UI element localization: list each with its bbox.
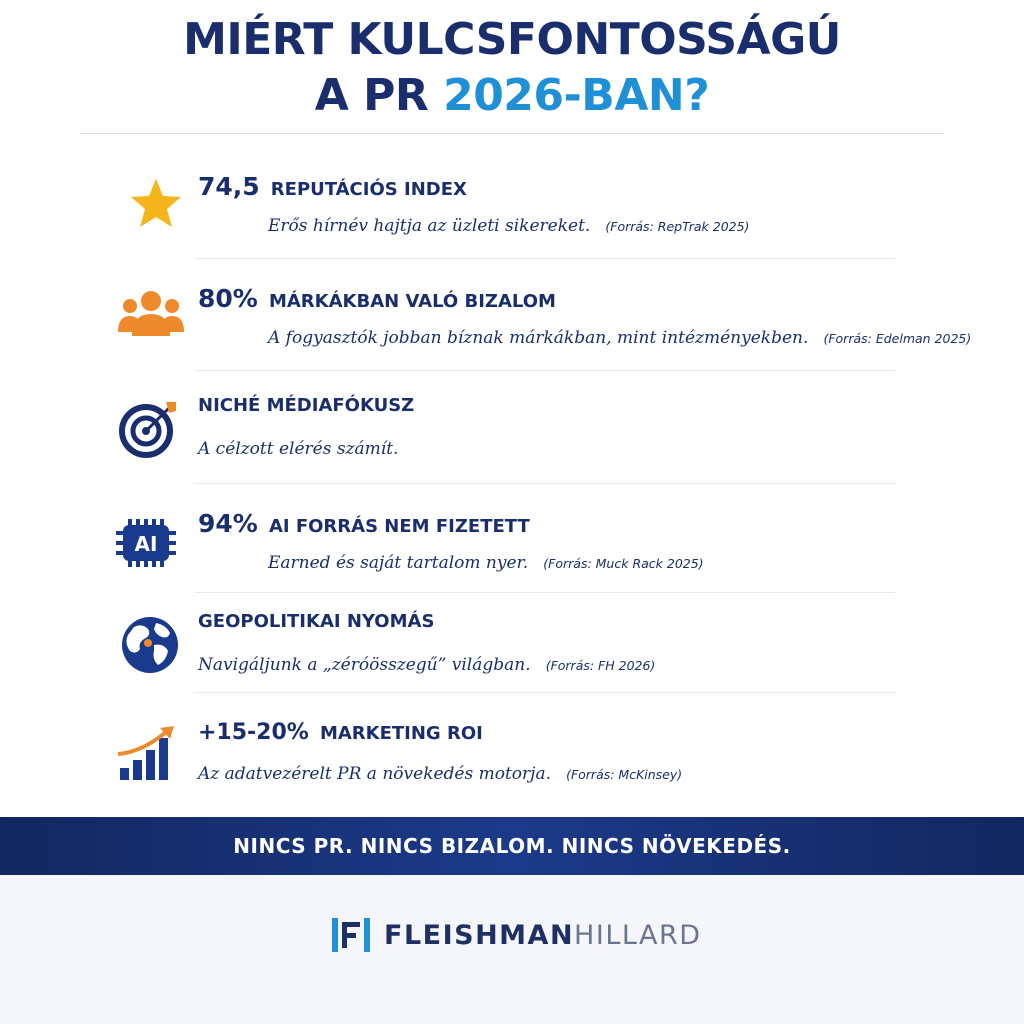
globe-icon [114,615,184,675]
fleishmanhillard-logo [330,913,702,957]
row-divider [195,258,895,259]
row-divider [195,483,895,484]
item-geopolitics [110,611,970,711]
logo-part-1: FLEISHMAN [384,919,575,951]
item-source: (Forrás: RepTrak 2025) [605,219,750,234]
title-line-1: MIÉRT KULCSFONTOSSÁGÚ [183,14,841,65]
item-description: Az adatvezérelt PR a növekedés motorja. [198,764,551,784]
item-label: NICHÉ MÉDIAFÓKUSZ [198,395,415,416]
title-accent: 2026-BAN? [443,70,710,121]
item-stat: 80% [198,284,258,313]
row-divider [195,592,895,593]
star-icon [114,176,184,236]
item-source: (Forrás: Edelman 2025) [823,331,972,346]
item-reputation-index [110,172,970,272]
item-headline [198,720,483,745]
ai-chip-icon [114,513,184,573]
target-icon [114,399,184,459]
logo-wordmark [384,920,702,951]
item-source: (Forrás: Muck Rack 2025) [543,556,704,571]
footer [0,875,1024,1024]
item-brand-trust [110,284,970,384]
item-source: (Forrás: McKinsey) [566,767,683,782]
item-description: Erős hírnév hajtja az üzleti sikereket. [268,216,591,236]
item-headline [198,172,467,201]
title-divider [80,133,944,134]
growth-chart-icon [114,724,184,784]
item-label: AI FORRÁS NEM FIZETETT [268,516,530,537]
title-line-2 [0,68,1024,124]
item-subline [268,216,749,236]
item-subline [198,764,682,784]
item-subline [268,553,704,573]
item-subline [198,655,655,675]
item-label: MÁRKÁKBAN VALÓ BIZALOM [268,291,556,312]
row-divider [195,692,895,693]
logo-mark-icon [330,914,372,956]
item-description: Navigáljunk a „zéróösszegű” világban. [198,655,531,675]
item-stat: 74,5 [198,172,260,201]
item-stat: +15-20% [198,720,309,745]
item-subline [198,439,398,459]
page-title [0,12,1024,124]
item-description: A fogyasztók jobban bíznak márkákban, mint intézményekben. [268,328,809,348]
item-niche-media [110,395,970,495]
tagline-text: NINCS PR. NINCS BIZALOM. NINCS NÖVEKEDÉS. [233,834,791,858]
item-subline [268,328,971,348]
people-icon [114,288,184,348]
tagline-banner [0,817,1024,875]
item-stat: 94% [198,509,258,538]
item-source: (Forrás: FH 2026) [545,658,656,673]
logo-part-2: HILLARD [574,919,702,951]
item-marketing-roi [110,720,970,820]
item-headline [198,395,414,416]
item-label: MARKETING ROI [319,723,483,744]
item-headline [198,611,434,632]
item-headline [198,284,556,313]
ai-chip-text: AI [134,532,158,556]
item-ai-source [110,509,970,609]
item-label: GEOPOLITIKAI NYOMÁS [198,611,435,632]
item-description: Earned és saját tartalom nyer. [268,553,529,573]
item-label: REPUTÁCIÓS INDEX [270,179,467,200]
item-headline [198,509,530,538]
item-description: A célzott elérés számít. [198,439,399,459]
row-divider [195,370,895,371]
title-prefix: A PR [314,70,444,121]
